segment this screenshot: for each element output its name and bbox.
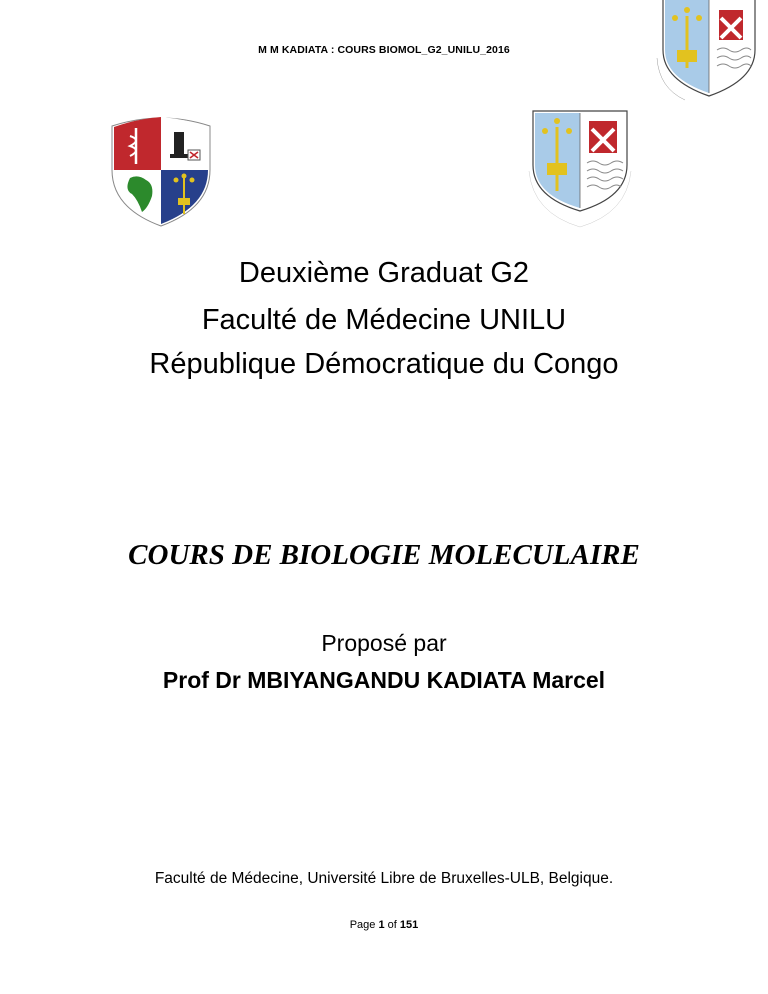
page-number (0, 919, 768, 931)
page-total: 151 (399, 919, 419, 931)
proposed-by-label: Proposé par (321, 630, 447, 656)
page-of: of (387, 919, 397, 931)
course-title: COURS DE BIOLOGIE MOLECULAIRE (128, 539, 640, 571)
page-current: 1 (378, 919, 385, 931)
medicine-faculty-crest-icon (108, 110, 214, 228)
title-line-1: Deuxième Graduat G2 (238, 257, 530, 289)
university-seal-top-icon (655, 0, 767, 108)
page-label: Page (349, 919, 376, 931)
title-line-3: République Démocratique du Congo (149, 348, 619, 380)
author-name: Prof Dr MBIYANGANDU KADIATA Marcel (162, 667, 606, 693)
university-seal-icon (525, 105, 635, 230)
running-header: M M KADIATA : COURS BIOMOL_G2_UNILU_2016 (258, 44, 510, 56)
affiliation: Faculté de Médecine, Université Libre de Bruxelles-ULB, Belgique. (154, 870, 614, 887)
title-line-2: Faculté de Médecine UNILU (201, 304, 567, 336)
